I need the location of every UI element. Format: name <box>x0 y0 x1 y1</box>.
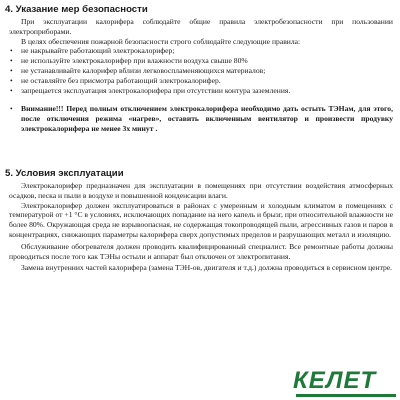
warning-text: • Внимание!!! Перед полным отключением электрокалорифера необходимо дать остыть ТЭНам, для этого, после отключения режима «нагрев», оставить включенным вентилятор и произвести продувку электрокалорифера не менее 3х минут . <box>21 104 393 133</box>
list-item: • не накрывайте работающий электрокалорифер; <box>9 46 393 56</box>
safety-rules-list <box>9 46 393 95</box>
list-item: • запрещается эксплуатация электрокалорифера при отсутствии контура заземления. <box>9 86 393 96</box>
section-4-title: 4. Указание мер безопасности <box>5 4 148 15</box>
list-item: • не оставляйте без присмотра работающий электрокалорифер. <box>9 76 393 86</box>
brand-logo-underline <box>296 394 396 397</box>
conditions-paragraph: Электрокалорифер должен эксплуатироваться в районах с умеренным и холодным климатом в помещениях с температурой от +1 °С в условиях, исключающих попадание на него капель и брызг, при относительной влажности не более 80%. Окружающая среда не взрывоопасная, не содержащая токопроводящей пыли, агрессивных газов и паров в концентрациях, снижающих параметры калорифера сверх допустимых пределов и разрушающих металл и изоляцию. <box>9 200 393 239</box>
conditions-paragraph: Замена внутренних частей калорифера (замена ТЭН-ов, двигателя и т.д.) должна проводиться в сервисном центре. <box>21 263 393 273</box>
operating-conditions-section <box>9 181 393 273</box>
list-item: • не используйте электрокалорифер при влажности воздуха свыше 80% <box>9 56 393 66</box>
list-item: • не устанавливайте калорифер вблизи легковоспламеняющихся материалов; <box>9 66 393 76</box>
warning-block <box>9 104 393 133</box>
conditions-paragraph: Обслуживание обогревателя должен проводить квалифицированный специалист. Все ремонтные работы должны проводиться после того как ТЭНы остыли и аппарат был отключен от электропитания. <box>9 241 393 261</box>
brand-logo: КЕЛЕТ <box>293 367 377 394</box>
conditions-paragraph: Электрокалорифер предназначен для эксплуатации в помещениях при отсутствии воздействия атмосферных осадков, песка и пыли в воздухе и повышенной конденсации влаги. <box>9 181 393 200</box>
safety-section <box>9 17 393 134</box>
safety-intro: При эксплуатации калорифера соблюдайте общие правила электробезопасности при пользовании электроприборами. <box>9 17 393 36</box>
fire-safety-intro: В целях обеспечения пожарной безопасности строго соблюдайте следующие правила: <box>21 36 301 46</box>
section-5-title: 5. Условия эксплуатации <box>5 168 124 179</box>
